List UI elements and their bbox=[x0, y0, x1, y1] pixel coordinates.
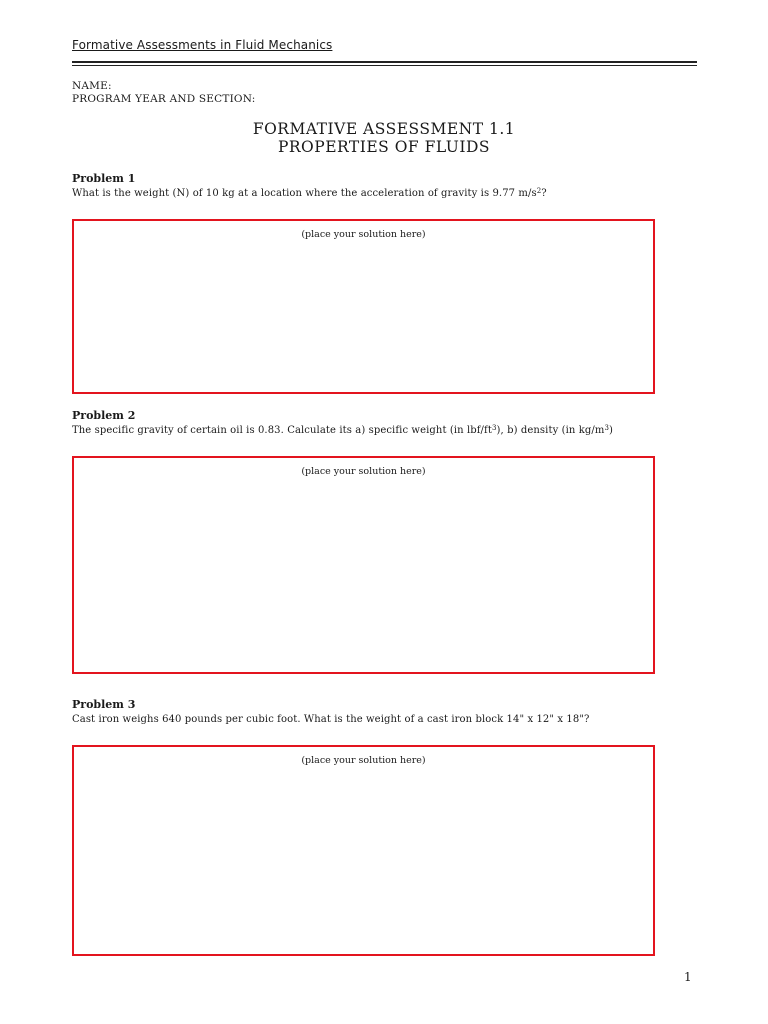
problem-1-label: Problem 1 bbox=[72, 172, 136, 185]
problem-2-exponent-1: 3 bbox=[491, 424, 497, 432]
assessment-title: FORMATIVE ASSESSMENT 1.1 bbox=[252, 120, 516, 138]
running-header: Formative Assessments in Fluid Mechanics bbox=[72, 38, 333, 52]
problem-2-text-mid: ), b) density (in kg/m bbox=[496, 425, 605, 436]
problem-3-label: Problem 3 bbox=[72, 698, 136, 711]
problem-1-text bbox=[72, 188, 547, 199]
problem-1-text-end: ? bbox=[541, 188, 547, 199]
solution-box-3[interactable] bbox=[72, 745, 655, 956]
program-year-section-label: PROGRAM YEAR AND SECTION: bbox=[72, 93, 256, 105]
problem-2-label: Problem 2 bbox=[72, 409, 136, 422]
problem-1-text-main: What is the weight (N) of 10 kg at a location where the acceleration of gravity is 9.77 m/s bbox=[72, 188, 537, 199]
assessment-subtitle: PROPERTIES OF FLUIDS bbox=[277, 138, 491, 156]
problem-2-text bbox=[72, 425, 613, 436]
solution-placeholder: (place your solution here) bbox=[301, 466, 426, 477]
header-rule-thin bbox=[72, 65, 697, 66]
solution-box-2[interactable] bbox=[72, 456, 655, 674]
solution-box-1[interactable] bbox=[72, 219, 655, 394]
problem-3-text: Cast iron weighs 640 pounds per cubic foot. What is the weight of a cast iron block 14" x 12" x 18"? bbox=[72, 714, 590, 725]
header-rule-thick bbox=[72, 61, 697, 63]
problem-2-text-main: The specific gravity of certain oil is 0.83. Calculate its a) specific weight (in lbf/ft bbox=[72, 425, 492, 436]
name-label: NAME: bbox=[72, 80, 112, 92]
problem-1-exponent: 2 bbox=[536, 187, 542, 195]
problem-2-exponent-2: 3 bbox=[604, 424, 609, 432]
solution-placeholder: (place your solution here) bbox=[301, 229, 426, 240]
problem-2-text-end: ) bbox=[609, 425, 614, 436]
page-number: 1 bbox=[684, 970, 692, 984]
solution-placeholder: (place your solution here) bbox=[301, 755, 426, 766]
